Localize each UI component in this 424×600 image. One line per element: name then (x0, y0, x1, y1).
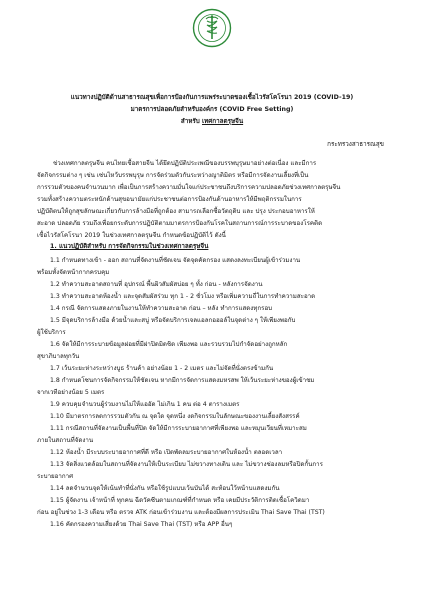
guideline-item: 1.11 กรณีสถานที่จัดงานเป็นพื้นที่ปิด จัดให้มีการระบายอากาศที่เพียงพอ และหมุนเวียนที่เหมาะสม (50, 425, 307, 432)
guideline-item: 1.16 คัดกรองความเสี่ยงด้วย Thai Save Thai (TST) หรือ APP อื่นๆ (50, 521, 233, 528)
title-line-3 (0, 116, 424, 128)
guideline-item: 1.4 กรณี จัดการแสดงภายในงานให้ทำความสะอาด ก่อน – หลัง ทำการแสดงทุกรอบ (50, 305, 273, 312)
guideline-item: 1.14 ลดจำนวนจุดให้เน้นทำที่นั่งกัน หรือใช้รูปแบบเว้นบันได้ สะท้อนใว้หน้าบแสดงมกัน (50, 485, 280, 492)
guideline-item: จากเวทีอย่างน้อย 5 เมตร (37, 389, 105, 396)
guideline-item: 1.15 ผู้จัดงาน เจ้าหน้าที่ ทุกคน ฉีดวัคซีนตามเกณฑ์ที่กำหนด หรือ เคยมีประวัติการติดเชื้อโควิดมา (50, 497, 310, 504)
intro-line: ปฏิบัติตนให้ถูกสุขลักษณะเกี่ยวกับการล้างมือที่ถูกต้อง สามารถเลือกซื้อวัตถุดิบ และ ปรุง ประกอบอาหารให้ (37, 208, 315, 215)
guideline-item: 1.7 เว้นระยะห่างระหว่างบูธ ร้านค้า อย่างน้อย 1 - 2 เมตร และไม่จัดที่นั่งตรงข้ามกัน (50, 365, 274, 372)
title-line-2: มาตรการปลอดภัยสำหรับองค์กร (COVID Free Setting) (130, 106, 294, 113)
guideline-list (37, 255, 389, 531)
intro-line: เชื้อไวรัสโคโรนา 2019 ในช่วงเทศกาลตรุษจีน กำหนดข้อปฏิบัติไว้ ดังนี้ (37, 232, 226, 239)
guideline-item: 1.1 กำหนดทางเข้า - ออก สถานที่จัดงานที่ชัดเจน จัดจุดคัดกรอง แสดงลงทะเบียนผู้เข้าร่วมงาน (50, 257, 301, 264)
guideline-item: 1.5 มีจุดบริการล้างมือ ด้วยน้ำและสบู่ หรือจัดบริการเจลแอลกอฮอล์ในจุดต่าง ๆ ให้เพียงพอกับ (50, 317, 296, 324)
guideline-item: ผู้ใช้บริการ (37, 329, 66, 336)
guideline-item: 1.9 ควบคุมจำนวนผู้ร่วมงานไม่ให้แออัด ไม่เกิน 1 คน ต่อ 4 ตารางเมตร (50, 401, 240, 408)
guideline-item: 1.2 ทำความสะอาดสถานที่ อุปกรณ์ พื้นผิวสัมผัสบ่อย ๆ ทั้ง ก่อน - หลังการจัดงาน (50, 281, 263, 288)
guideline-item: ภายในสถานที่จัดงาน (37, 437, 94, 444)
intro-line: การรวมตัวของคนจำนวนมาก เพื่อเป็นการสร้างความมั่นใจแก่ประชาชนถึงบริการความปลอดภัยช่วงเทศกาลตรุษจีน (37, 184, 341, 191)
guideline-item: สุขาภิบาลทุกวัน (37, 353, 80, 360)
guideline-item: 1.6 จัดให้มีการระบายข้อมูลฝอยที่มีฝาปิดมิดชิด เพียงพอ และรวบรวมไปกำจัดอย่างถูกหลัก (50, 341, 288, 348)
guideline-item: ระบายอากาศ (37, 473, 74, 480)
intro-line: ช่วงเทศกาลตรุษจีน คนไทยเชื้อสายจีน ได้ยึดปฏิบัติประเพณีของบรรพบุรุษมาอย่างต่อเนื่อง และมีการ (53, 160, 317, 167)
section-heading: 1. แนวปฏิบัติสำหรับ การจัดกิจกรรมในช่วงเทศกาลตรุษจีน (50, 243, 209, 250)
title-line-1: แนวทางปฏิบัติด้านสาธารณสุขเพื่อการป้องกันการแพร่ระบาดของเชื้อไวรัสโคโรนา 2019 (COVID-19) (70, 94, 354, 101)
document-title (0, 92, 424, 128)
organization-name: กระทรวงสาธารณสุข (327, 141, 384, 148)
intro-line: รวมทั้งสร้างความตระหนักด้านสุขอนามัยแก่ประชาชนต่อการป้องกันด้านอาหารให้มีพฤติกรรมในการ (37, 196, 302, 203)
intro-line: สะอาด ปลอดภัย รวมถึงเพื่อยกระดับการปฏิบัติตามมาตรการป้องกันโรคในสถานการณ์การระบาดของโรคติด (37, 220, 323, 227)
guideline-item: ก่อน อยู่ในช่วง 1-3 เดือน หรือ ตรวจ ATK ก่อนเข้าร่วมงาน และต้องมีผลการประเมิน Thai Save Thai (TST) (37, 509, 325, 516)
ministry-seal-logo (192, 8, 232, 48)
intro-paragraph (37, 158, 389, 242)
guideline-item: 1.10 มีมาตรการลดการรวมตัวกัน ณ จุดใด จุดหนึ่ง งดกิจกรรมในลักษณะของงานเลี้ยงสังสรรค์ (50, 413, 300, 420)
title-prefix: สำหรับ (180, 118, 200, 125)
guideline-item: 1.3 ทำความสะอาดห้องน้ำ และจุดสัมผัสร่วม ทุก 1 - 2 ชั่วโมง หรือเพิ่มความถี่ในการทำความสะอาด (50, 293, 316, 300)
guideline-item: 1.8 กำหนดโซนการจัดกิจกรรมให้ชัดเจน หากมีการจัดการแสดงมหรสพ ให้เว้นระยะห่างของผู้เข้าชม (50, 377, 315, 384)
guideline-item: พร้อมทั้งจัดหน้ากากครบคุม (37, 269, 110, 276)
title-target: เทศกาลตรุษจีน (202, 118, 244, 125)
guideline-item: 1.13 จัดสิ่งแวดล้อมในสถานที่จัดงานให้เป็นระเบียบ ไม่ขวางทางเดิน และ ไม่ขวางช่องลมหรือปิดกั้นการ (50, 461, 323, 468)
guideline-item: 1.12 ห้องน้ำ มีระบบระบายอากาศที่ดี หรือ เปิดพัดลมระบายอากาศในห้องน้ำ ตลอดเวลา (50, 449, 283, 456)
seal-icon (192, 8, 232, 48)
intro-line: จัดกิจกรรมต่าง ๆ เช่น เซ่นไหว้บรรพบุรุษ การจัดร่วมตัวกันระหว่างญาติมิตร หรือมีการจัดงานเลี้ยงที่เป็น (37, 172, 309, 179)
